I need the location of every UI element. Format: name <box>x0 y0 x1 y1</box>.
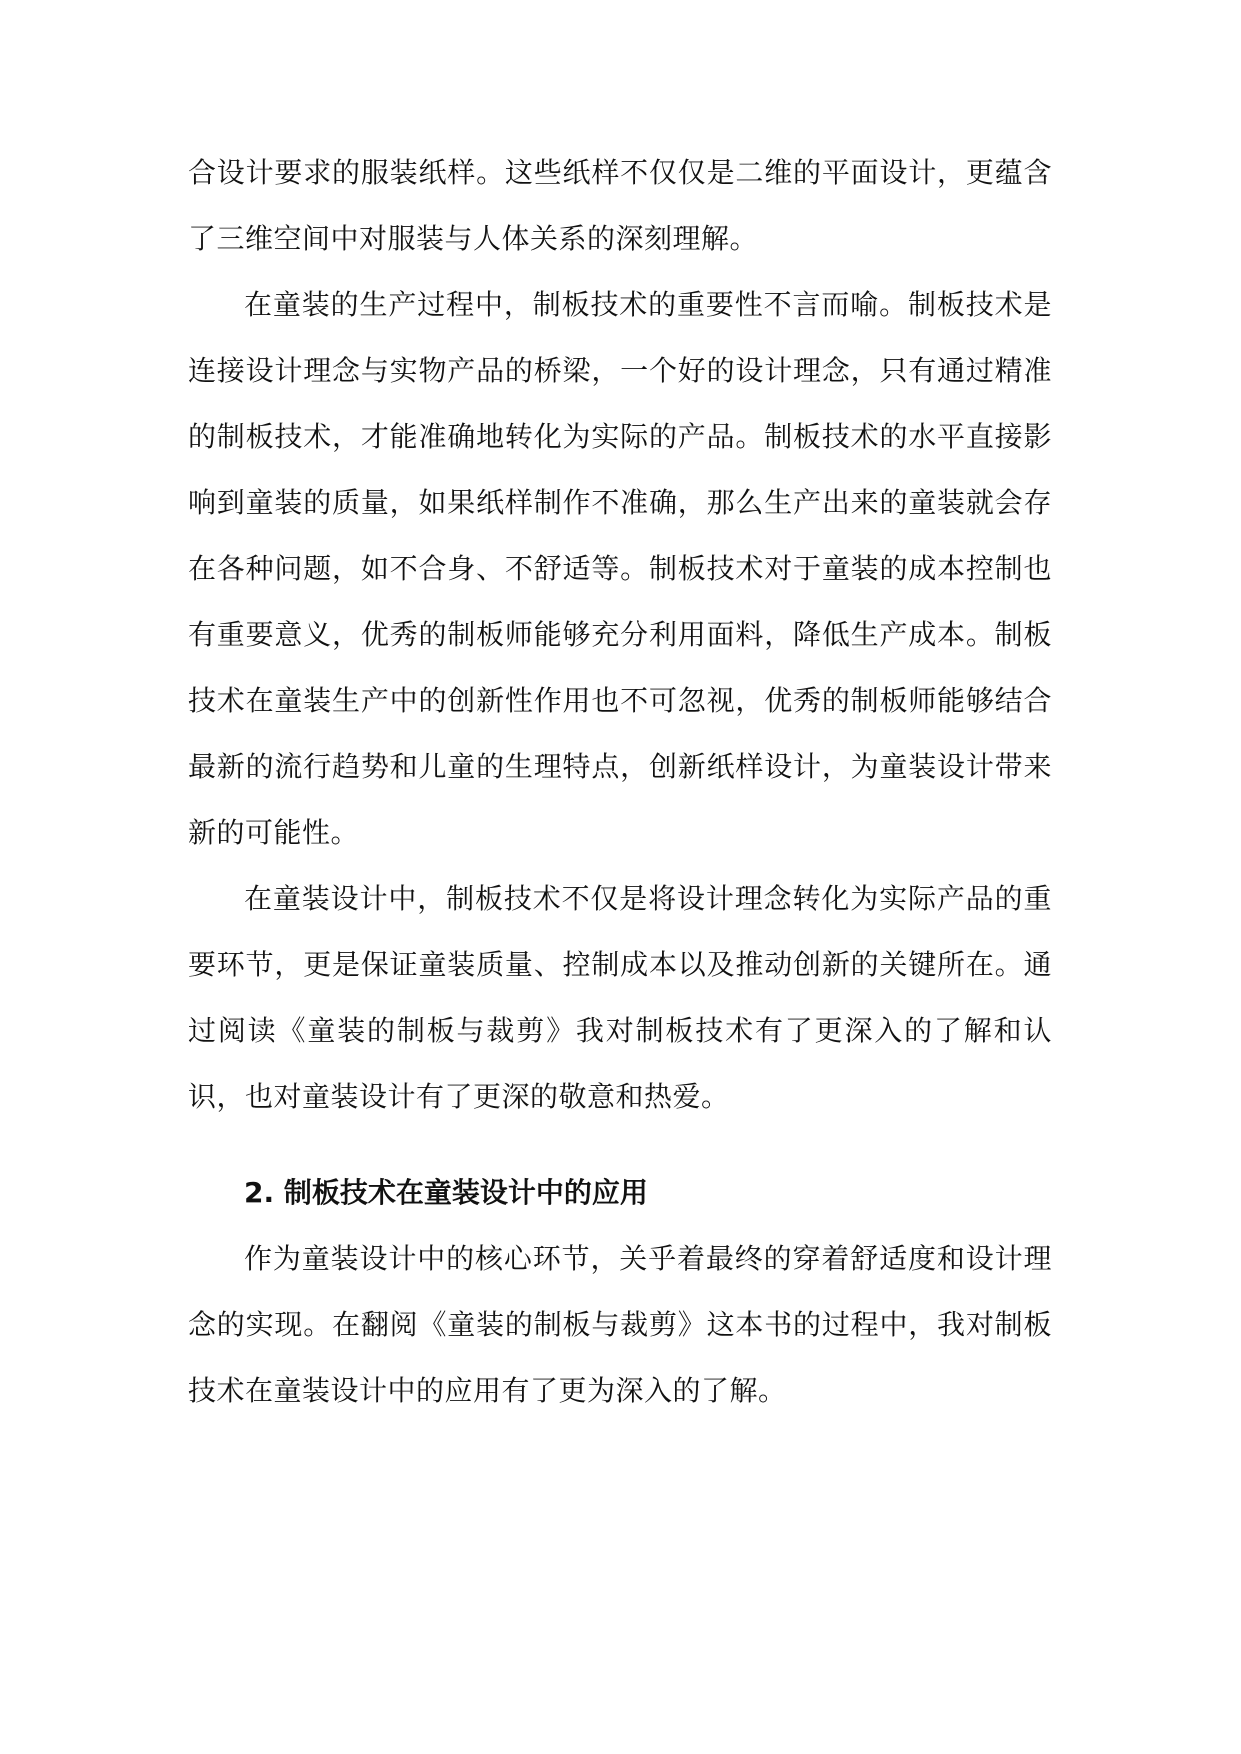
paragraph-application: 作为童装设计中的核心环节，关乎着最终的穿着舒适度和设计理念的实现。在翻阅《童装的制板与裁剪》这本书的过程中，我对制板技术在童装设计中的应用有了更为深入的了解。 <box>188 1242 1052 1407</box>
paragraph-continued: 合设计要求的服装纸样。这些纸样不仅仅是二维的平面设计，更蕴含了三维空间中对服装与人体关系的深刻理解。 <box>188 156 1052 255</box>
document-page <box>188 140 1052 1424</box>
paragraph-importance: 在童装的生产过程中，制板技术的重要性不言而喻。制板技术是连接设计理念与实物产品的桥梁，一个好的设计理念，只有通过精准的制板技术，才能准确地转化为实际的产品。制板技术的水平直接影响到童装的质量，如果纸样制作不准确，那么生产出来的童装就会存在各种问题，如不合身、不舒适等。制板技术对于童装的成本控制也有重要意义，优秀的制板师能够充分利用面料，降低生产成本。制板技术在童装生产中的创新性作用也不可忽视，优秀的制板师能够结合最新的流行趋势和儿童的生理特点，创新纸样设计，为童装设计带来新的可能性。 <box>188 288 1052 849</box>
paragraph-summary: 在童装设计中，制板技术不仅是将设计理念转化为实际产品的重要环节，更是保证童装质量、控制成本以及推动创新的关键所在。通过阅读《童装的制板与裁剪》我对制板技术有了更深入的了解和认识，也对童装设计有了更深的敬意和热爱。 <box>188 882 1052 1113</box>
section-heading: 2. 制板技术在童装设计中的应用 <box>244 1176 648 1209</box>
